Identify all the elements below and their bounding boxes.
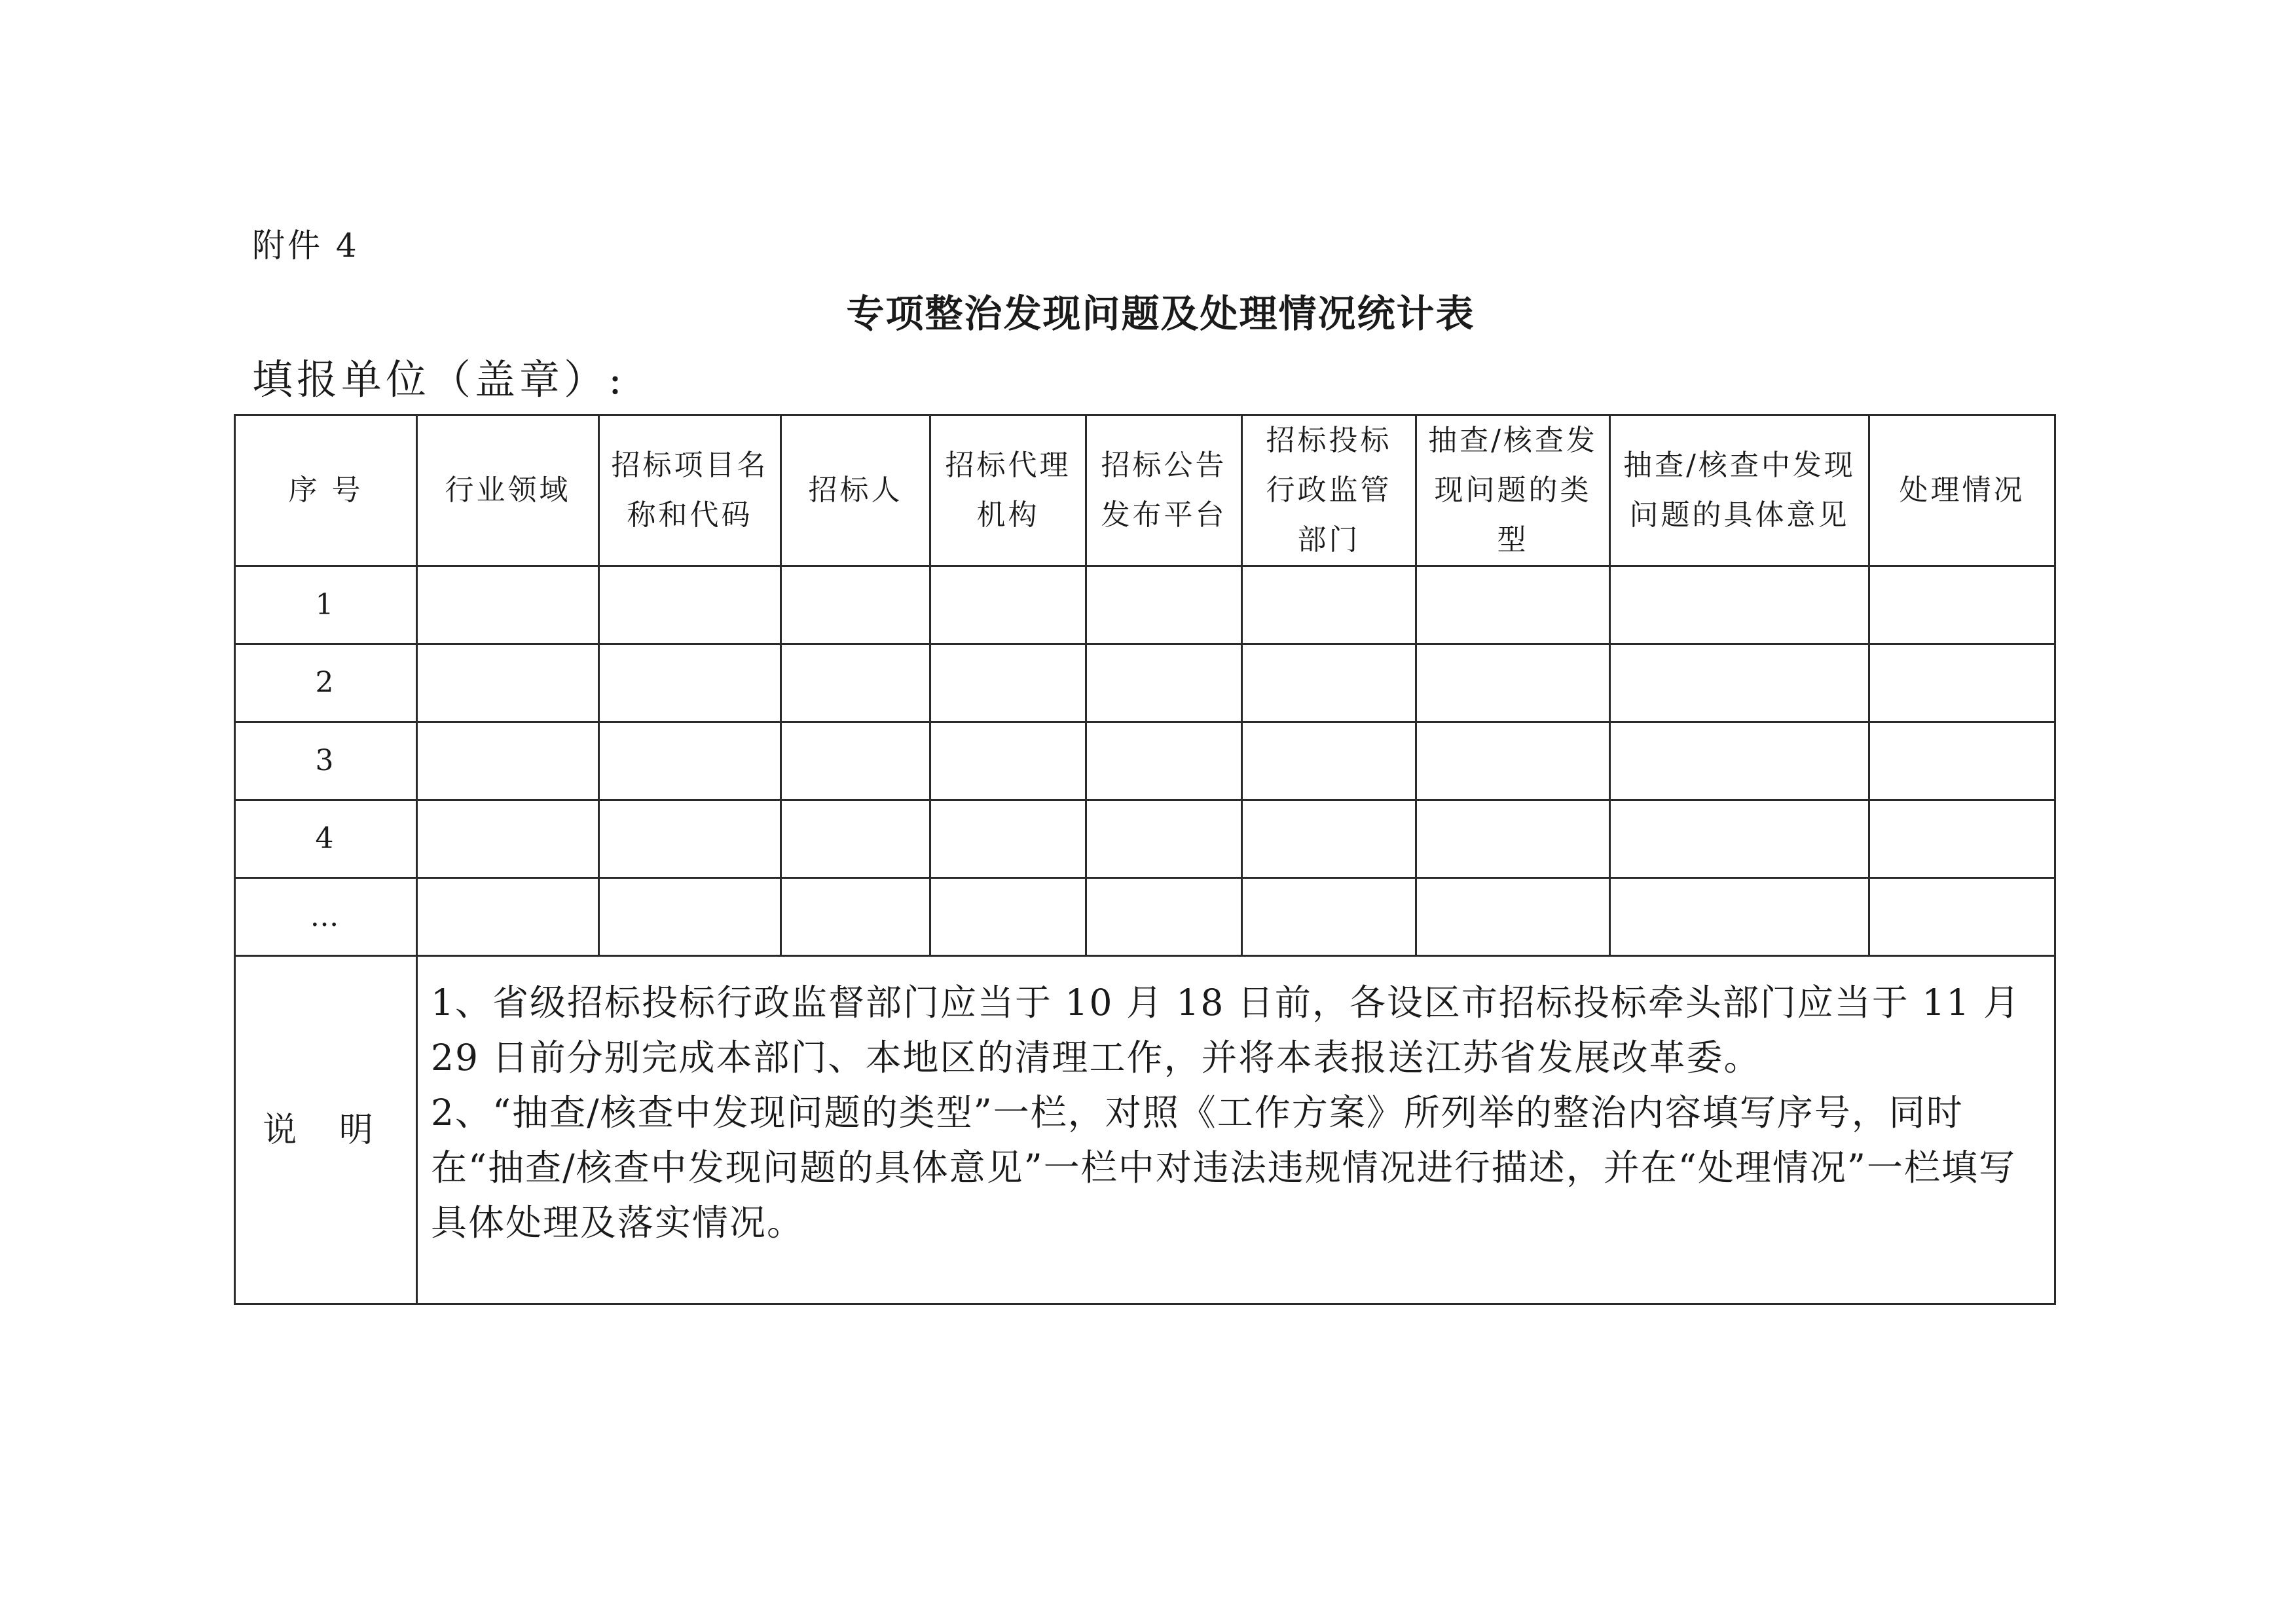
- empty-cell: [1086, 644, 1242, 722]
- header-cell-issue-opinion: 抽查/核查中发现问题的具体意见: [1610, 415, 1869, 566]
- header-cell-tenderer: 招标人: [781, 415, 930, 566]
- empty-cell: [1242, 566, 1416, 644]
- table-row: [235, 566, 2055, 644]
- empty-cell: [417, 878, 599, 956]
- note-body: [417, 956, 2055, 1304]
- header-cell-issue-type: 抽查/核查发现问题的类型: [1416, 415, 1610, 566]
- header-cell-supervisor: 招标投标行政监管部门: [1242, 415, 1416, 566]
- empty-cell: [1416, 800, 1610, 878]
- empty-cell: [417, 566, 599, 644]
- empty-cell: [1242, 878, 1416, 956]
- table-row: [235, 800, 2055, 878]
- empty-cell: [930, 878, 1086, 956]
- empty-cell: [1869, 878, 2055, 956]
- header-cell-index: 序 号: [235, 415, 417, 566]
- header-cell-agency: 招标代理机构: [930, 415, 1086, 566]
- empty-cell: [1242, 644, 1416, 722]
- empty-cell: [1242, 800, 1416, 878]
- empty-cell: [1869, 722, 2055, 800]
- empty-cell: [781, 644, 930, 722]
- empty-cell: [930, 800, 1086, 878]
- empty-cell: [1869, 800, 2055, 878]
- empty-cell: [599, 566, 781, 644]
- row-index-cell: …: [235, 878, 417, 956]
- empty-cell: [1086, 722, 1242, 800]
- empty-cell: [781, 566, 930, 644]
- empty-cell: [781, 878, 930, 956]
- empty-cell: [599, 722, 781, 800]
- row-index-cell: 3: [235, 722, 417, 800]
- empty-cell: [417, 722, 599, 800]
- empty-cell: [781, 800, 930, 878]
- document-title: 专项整治发现问题及处理情况统计表: [846, 291, 1475, 336]
- empty-cell: [599, 800, 781, 878]
- table-row: [235, 878, 2055, 956]
- empty-cell: [781, 722, 930, 800]
- note-label: 说 明: [235, 956, 417, 1304]
- empty-cell: [1610, 566, 1869, 644]
- empty-cell: [1610, 644, 1869, 722]
- table-row: [235, 722, 2055, 800]
- header-cell-handling: 处理情况: [1869, 415, 2055, 566]
- empty-cell: [417, 644, 599, 722]
- empty-cell: [1416, 644, 1610, 722]
- empty-cell: [1869, 644, 2055, 722]
- row-index-cell: 4: [235, 800, 417, 878]
- empty-cell: [599, 878, 781, 956]
- row-index-cell: 2: [235, 644, 417, 722]
- row-index-cell: 1: [235, 566, 417, 644]
- empty-cell: [930, 722, 1086, 800]
- statistics-table: [234, 414, 2056, 1305]
- header-cell-platform: 招标公告发布平台: [1086, 415, 1242, 566]
- empty-cell: [1610, 800, 1869, 878]
- table-row: [235, 644, 2055, 722]
- header-cell-industry: 行业领域: [417, 415, 599, 566]
- empty-cell: [930, 566, 1086, 644]
- empty-cell: [1086, 800, 1242, 878]
- filler-unit-line: 填报单位（盖章）:: [252, 356, 626, 403]
- empty-cell: [1416, 878, 1610, 956]
- note-item-1: 1、省级招标投标行政监督部门应当于 10 月 18 日前，各设区市招标投标牵头部门应当于 11 月 29 日前分别完成本部门、本地区的清理工作，并将本表报送江苏省发展改革委。: [431, 982, 2021, 1079]
- empty-cell: [1869, 566, 2055, 644]
- empty-cell: [1610, 722, 1869, 800]
- empty-cell: [1242, 722, 1416, 800]
- header-cell-project: 招标项目名称和代码: [599, 415, 781, 566]
- attachment-label: 附件 4: [252, 227, 359, 265]
- empty-cell: [1610, 878, 1869, 956]
- note-row: [235, 956, 2055, 1304]
- empty-cell: [417, 800, 599, 878]
- empty-cell: [1416, 722, 1610, 800]
- empty-cell: [599, 644, 781, 722]
- empty-cell: [1086, 878, 1242, 956]
- table-header-row: [235, 415, 2055, 566]
- note-item-2: 2、“抽查/核查中发现问题的类型”一栏，对照《工作方案》所列举的整治内容填写序号，同时在“抽查/核查中发现问题的具体意见”一栏中对违法违规情况进行描述，并在“处理情况”一栏填写具体处理及落实情况。: [431, 1092, 2017, 1244]
- empty-cell: [930, 644, 1086, 722]
- empty-cell: [1086, 566, 1242, 644]
- empty-cell: [1416, 566, 1610, 644]
